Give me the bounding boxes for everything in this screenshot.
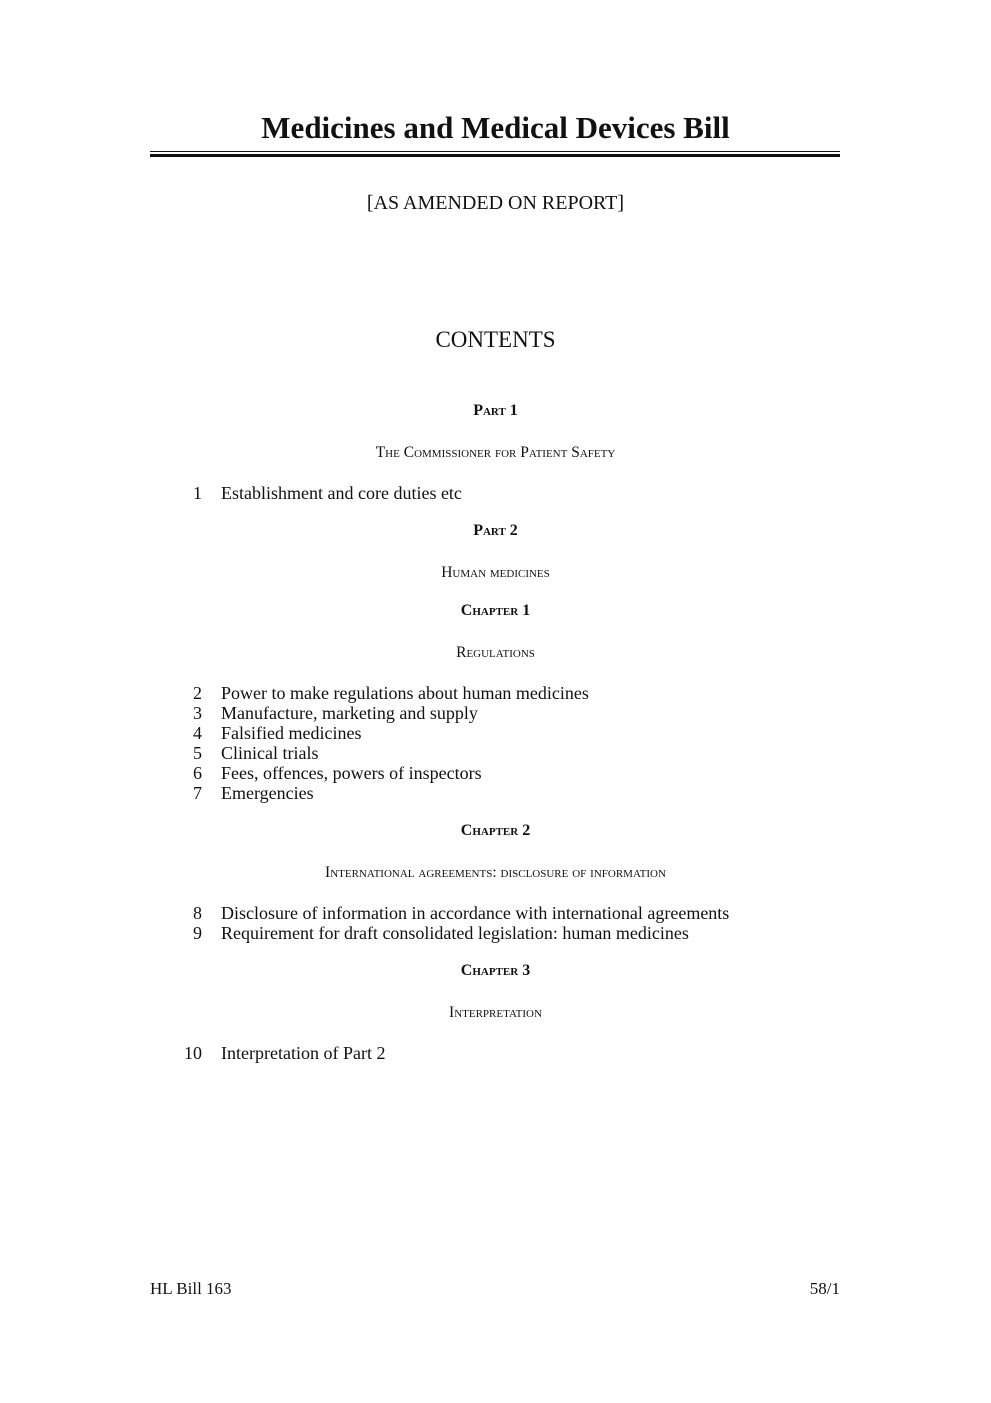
- title-rule-thin: [150, 151, 840, 152]
- bill-status: [AS AMENDED ON REPORT]: [366, 192, 625, 214]
- contents-item: 10 Interpretation of Part 2: [184, 1043, 386, 1063]
- contents-item: 6 Fees, offences, powers of inspectors: [193, 763, 482, 783]
- page-reference: 58/1: [809, 1279, 840, 1298]
- title-rule-thick: [150, 154, 840, 157]
- chapter-1-heading: Chapter 1: [460, 602, 531, 619]
- contents-item: 2 Power to make regulations about human medicines: [193, 683, 589, 703]
- chapter-1-subheading: Regulations: [456, 644, 535, 661]
- chapter-3-subheading: Interpretation: [449, 1004, 542, 1021]
- chapter-2-subheading: International agreements: disclosure of information: [325, 864, 666, 881]
- part-2-subheading: Human medicines: [441, 564, 550, 581]
- document-title: Medicines and Medical Devices Bill: [261, 110, 730, 145]
- contents-item: 8 Disclosure of information in accordance with international agreements: [193, 903, 730, 923]
- part-1-subheading: The Commissioner for Patient Safety: [375, 444, 616, 461]
- chapter-2-heading: Chapter 2: [460, 822, 531, 839]
- part-2-heading: Part 2: [473, 522, 518, 539]
- chapter-3-heading: Chapter 3: [460, 962, 531, 979]
- contents-heading: CONTENTS: [435, 327, 556, 352]
- contents-item: 1 Establishment and core duties etc: [193, 483, 462, 503]
- contents-item: 9 Requirement for draft consolidated legislation: human medicines: [193, 923, 689, 943]
- contents-item: 5 Clinical trials: [193, 743, 319, 763]
- contents-item: 3 Manufacture, marketing and supply: [193, 703, 478, 723]
- part-1-heading: Part 1: [473, 402, 518, 419]
- contents-item: 4 Falsified medicines: [193, 723, 362, 743]
- bill-number: HL Bill 163: [150, 1279, 232, 1298]
- contents-item: 7 Emergencies: [193, 783, 314, 803]
